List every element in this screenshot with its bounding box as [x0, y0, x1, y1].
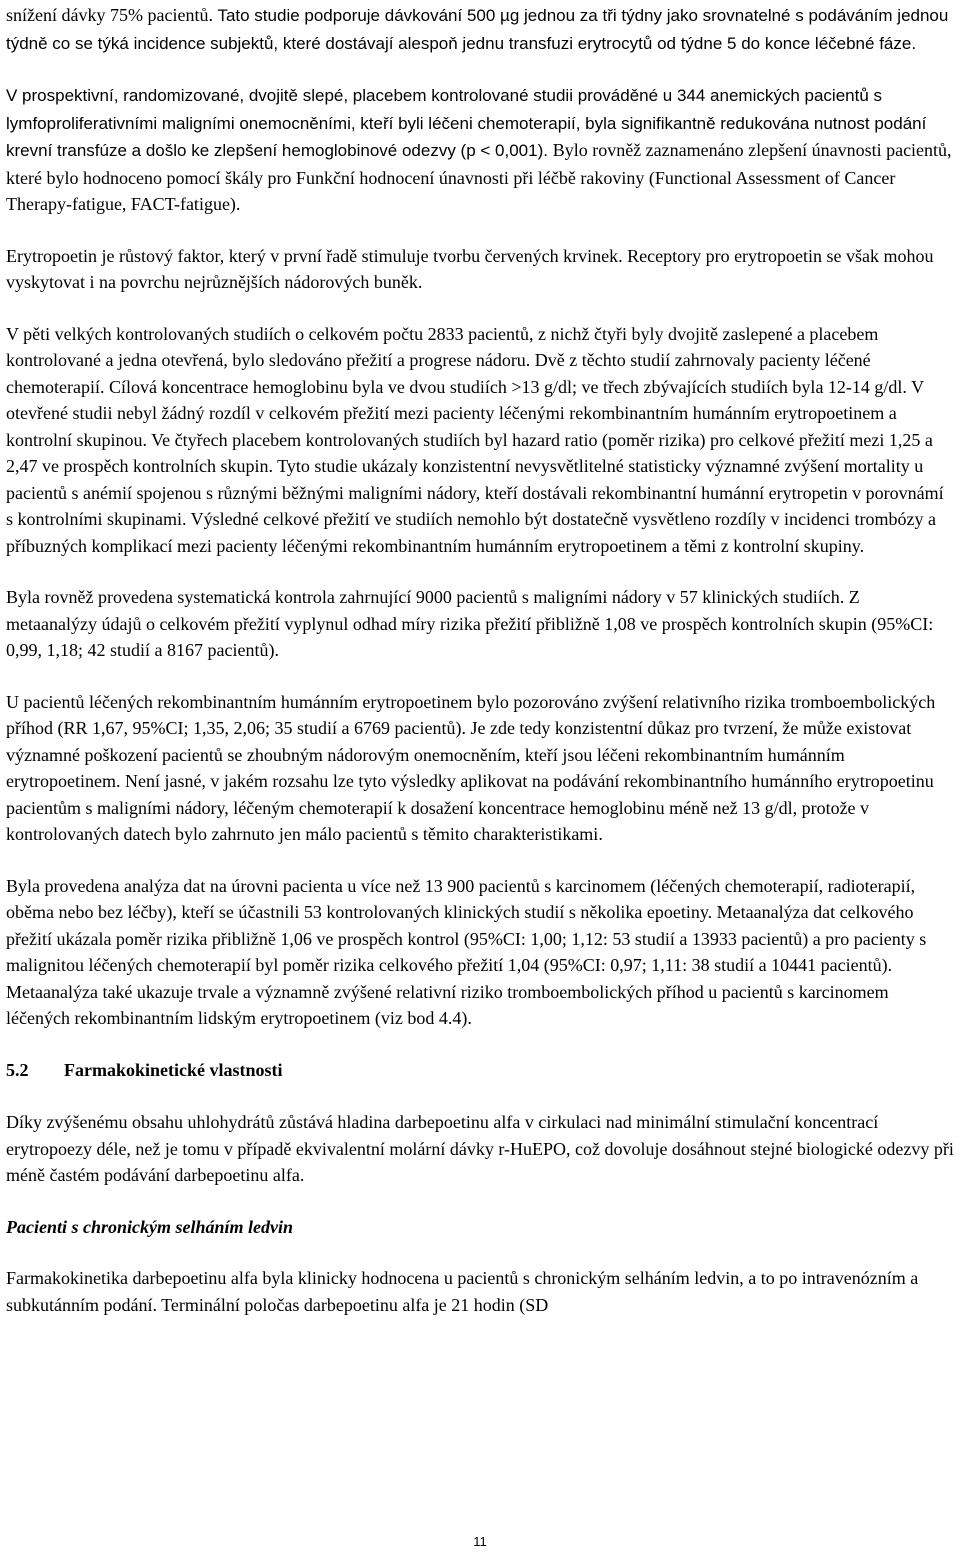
section-title: Farmakokinetické vlastnosti	[64, 1059, 283, 1080]
paragraph-systematic-review: Byla rovněž provedena systematická kontrola zahrnující 9000 pacientů s maligními nádory v 57 klinických studiích. Z metaanalýzy údajů o celkovém přežití vyplynul odhad míry rizika přežití přibližně 1,08 ve prospěch kontrolních skupin (95%CI: 0,99, 1,18; 42 studií a 8167 pacientů).	[6, 587, 934, 660]
paragraph-lymphoproliferative-study-fatigue: Bylo rovněž zaznamenáno zlepšení únavnosti pacientů, které bylo hodnoceno pomocí škály pro Funkční hodnocení únavnosti při léčbě rakoviny (Functional Assessment of Cancer Therapy-fatigue, FACT-fatigue).	[6, 140, 952, 214]
paragraph-dosing-study-body: Tato studie podporuje dávkování 500 µg jednou za tři týdny jako srovnatelné s podáváním jednou týdně co se týká incidence subjektů, které dostávají alespoň jednu transfuzi erytrocytů od týdne 5 do konce léčebné fáze.	[6, 6, 949, 53]
document-page	[6, 0, 954, 1318]
section-heading	[6, 1057, 954, 1084]
paragraph-dosing-study	[6, 2, 954, 57]
paragraph-patient-level-analysis: Byla provedena analýza dat na úrovni pacienta u více než 13 900 pacientů s karcinomem (léčených chemoterapií, radioterapií, oběma nebo bez léčby), kteří se účastnili 53 kontrolovaných klinických studií s několika epoetiny. Metaanalýza dat celkového přežití ukázala poměr rizika přibližně 1,06 ve prospěch kontrol (95%CI: 1,00; 1,12: 53 studií a 13933 pacientů) a pro pacienty s malignitou léčených chemoterapií byl poměr rizika celkového přežití 1,04 (95%CI: 0,97; 1,11: 38 studií a 10441 pacientů). Metaanalýza také ukazuje trvale a významně zvýšené relativní riziko tromboembolických příhod u pacientů s karcinomem léčených rekombinantním lidským erytropoetinem (viz bod 4.4).	[6, 875, 927, 1028]
paragraph-lymphoproliferative-study	[6, 82, 954, 218]
paragraph-erythropoietin-growth-factor: Erytropoetin je růstový faktor, který v první řadě stimuluje tvorbu červených krvinek. Receptory pro erytropoetin se však mohou vyskytovat i na povrchu nejrůznějších nádorových buněk.	[6, 245, 934, 292]
paragraph-pharmacokinetics: Farmakokinetika darbepoetinu alfa byla klinicky hodnocena u pacientů s chronickým selháním ledvin, a to po intravenózním a subkutánním podání. Terminální poločas darbepoetinu alfa je 21 hodin (SD	[6, 1268, 919, 1315]
page-number: 11	[473, 1534, 487, 1549]
paragraph-survival-studies: V pěti velkých kontrolovaných studiích o celkovém počtu 2833 pacientů, z nichž čtyři byly dvojitě zaslepené a placebem kontrolované a jedna otevřená, bylo sledováno přežití a progrese nádoru. Dvě z těchto studií zahrnovaly pacienty léčené chemoterapií. Cílová koncentrace hemoglobinu byla ve dvou studiích >13 g/dl; ve třech zbývajících studiích byla 12-14 g/dl. V otevřené studii nebyl žádný rozdíl v celkovém přežití mezi pacienty léčenými rekombinantním humánním erytropoetinem a kontrolní skupinou. Ve čtyřech placebem kontrolovaných studiích byl hazard ratio (poměr rizika) pro celkové přežití mezi 1,25 a 2,47 ve prospěch kontrolních skupin. Tyto studie ukázaly konzistentní nevysvětlitelné statisticky významné zvýšení mortality u pacientů s anémií spojenou s různými běžnými maligními nádory, kteří dostávali rekombinantní humánní erytropetin v porovnámí s kontrolními skupinami. Výsledné celkové přežití ve studiích nemohlo být dostatečně vysvětleno rozdíly v incidenci trombózy a příbuzných komplikací mezi pacienty léčenými rekombinantním humánním erytropoetinem a těmi z kontrolní skupiny.	[6, 323, 944, 556]
paragraph-carbohydrate-content: Díky zvýšenému obsahu uhlohydrátů zůstává hladina darbepoetinu alfa v cirkulaci nad minimální stimulační koncentrací erytropoezy déle, než je tomu v případě ekvivalentní molární dávky r-HuEPO, což dovoluje dosáhnout stejné biologické odezvy při méně častém podávání darbepoetinu alfa.	[6, 1112, 954, 1185]
subsection-heading: Pacienti s chronickým selháním ledvin	[6, 1216, 293, 1237]
paragraph-dosing-study-lead: snížení dávky 75% pacientů.	[6, 5, 218, 25]
paragraph-lymphoproliferative-study-body: V prospektivní, randomizované, dvojitě slepé, placebem kontrolované studii prováděné u 344 anemických pacientů s lymfoproliferativními maligními onemocněními, kteří byli léčeni chemoterapií, byla signifikantně redukována nutnost podání krevní transfúze a došlo ke zlepšení hemoglobinové odezvy (p < 0,001).	[6, 86, 927, 160]
paragraph-thromboembolic-risk: U pacientů léčených rekombinantním humánním erytropoetinem bylo pozorováno zvýšení relativního rizika tromboembolických příhod (RR 1,67, 95%CI; 1,35, 2,06; 35 studií a 6769 pacientů). Je zde tedy konzistentní důkaz pro tvrzení, že může existovat významné poškození pacientů se zhoubným nádorovým onemocněním, kteří jsou léčeni rekombinantním humánním erytropoetinem. Není jasné, v jakém rozsahu lze tyto výsledky aplikovat na podávání rekombinantního humánního erytropoetinu pacientům s maligními nádory, léčeným chemoterapií k dosažení koncentrace hemoglobinu méně než 13 g/dl, protože v kontrolovaných datech bylo zahrnuto jen málo pacientů s těmito charakteristikami.	[6, 691, 936, 844]
section-number: 5.2	[6, 1059, 29, 1080]
